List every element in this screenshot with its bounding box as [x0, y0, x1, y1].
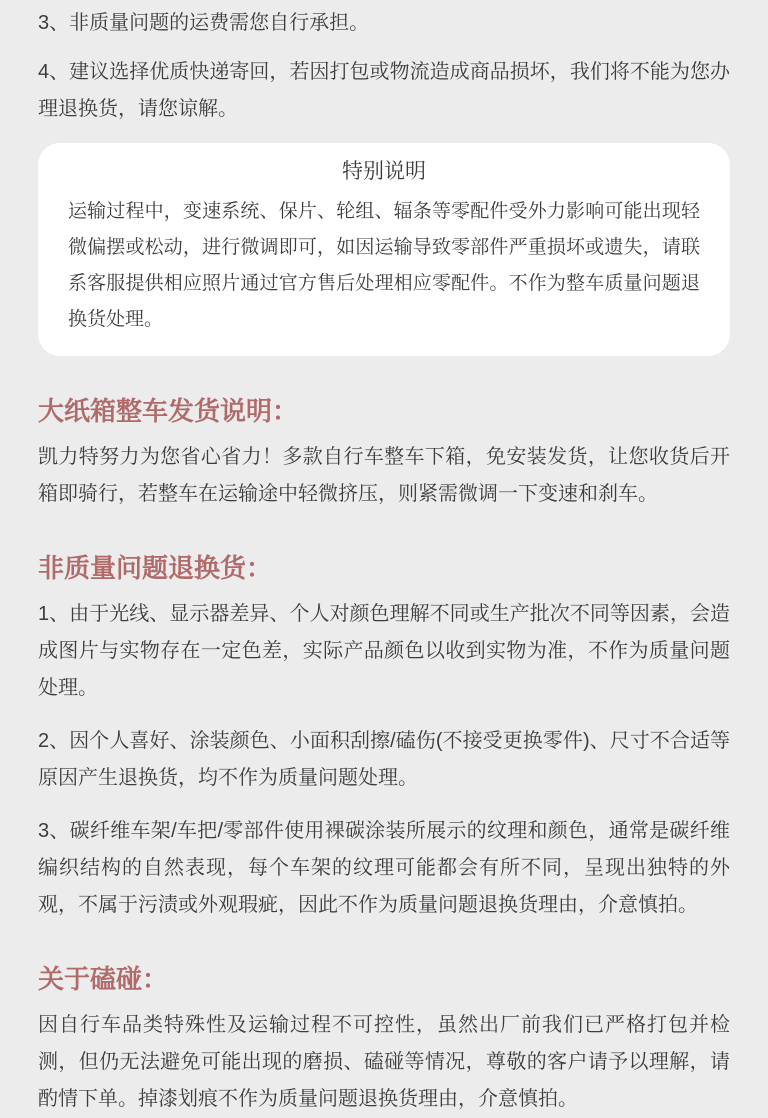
return-note-item-3: 3、非质量问题的运费需您自行承担。: [38, 12, 370, 34]
bump-body: 因自行车品类特殊性及运输过程不可控性，虽然出厂前我们已严格打包并检测，但仍无法避免可能出现的磨损、磕碰等情况，尊敬的客户请予以理解，请酌情下单。掉漆划痕不作为质量问题退换货理由，介意慎拍。: [38, 1014, 730, 1110]
non-quality-item-1: 1、由于光线、显示器差异、个人对颜色理解不同或生产批次不同等因素，会造成图片与实物存在一定色差，实际产品颜色以收到实物为准，不作为质量问题处理。: [38, 603, 730, 699]
non-quality-item-2: 2、因个人喜好、涂装颜色、小面积刮擦/磕伤(不接受更换零件)、尺寸不合适等原因产生退换货，均不作为质量问题处理。: [38, 730, 730, 789]
carton-shipping-heading: 大纸箱整车发货说明：: [38, 396, 299, 426]
bump-heading: 关于磕碰：: [38, 964, 169, 994]
non-quality-item-3: 3、碳纤维车架/车把/零部件使用裸碳涂装所展示的纹理和颜色，通常是碳纤维编织结构的自然表现，每个车架的纹理可能都会有所不同，呈现出独特的外观，不属于污渍或外观瑕疵，因此不作为质量问题退换货理由，介意慎拍。: [38, 820, 730, 916]
special-note-title: 特别说明: [342, 160, 426, 183]
carton-shipping-body: 凯力特努力为您省心省力！多款自行车整车下箱，免安装发货，让您收货后开箱即骑行，若整车在运输途中轻微挤压，则紧需微调一下变速和刹车。: [38, 446, 730, 505]
special-note-card: [38, 143, 730, 356]
special-note-body: 运输过程中，变速系统、保片、轮组、辐条等零配件受外力影响可能出现轻微偏摆或松动，进行微调即可，如因运输导致零部件严重损坏或遗失，请联系客服提供相应照片通过官方售后处理相应零配件。不作为整车质量问题退换货处理。: [68, 201, 700, 330]
non-quality-return-heading: 非质量问题退换货：: [38, 553, 273, 583]
return-note-item-4: 4、建议选择优质快递寄回，若因打包或物流造成商品损坏，我们将不能为您办理退换货，请您谅解。: [38, 61, 730, 120]
